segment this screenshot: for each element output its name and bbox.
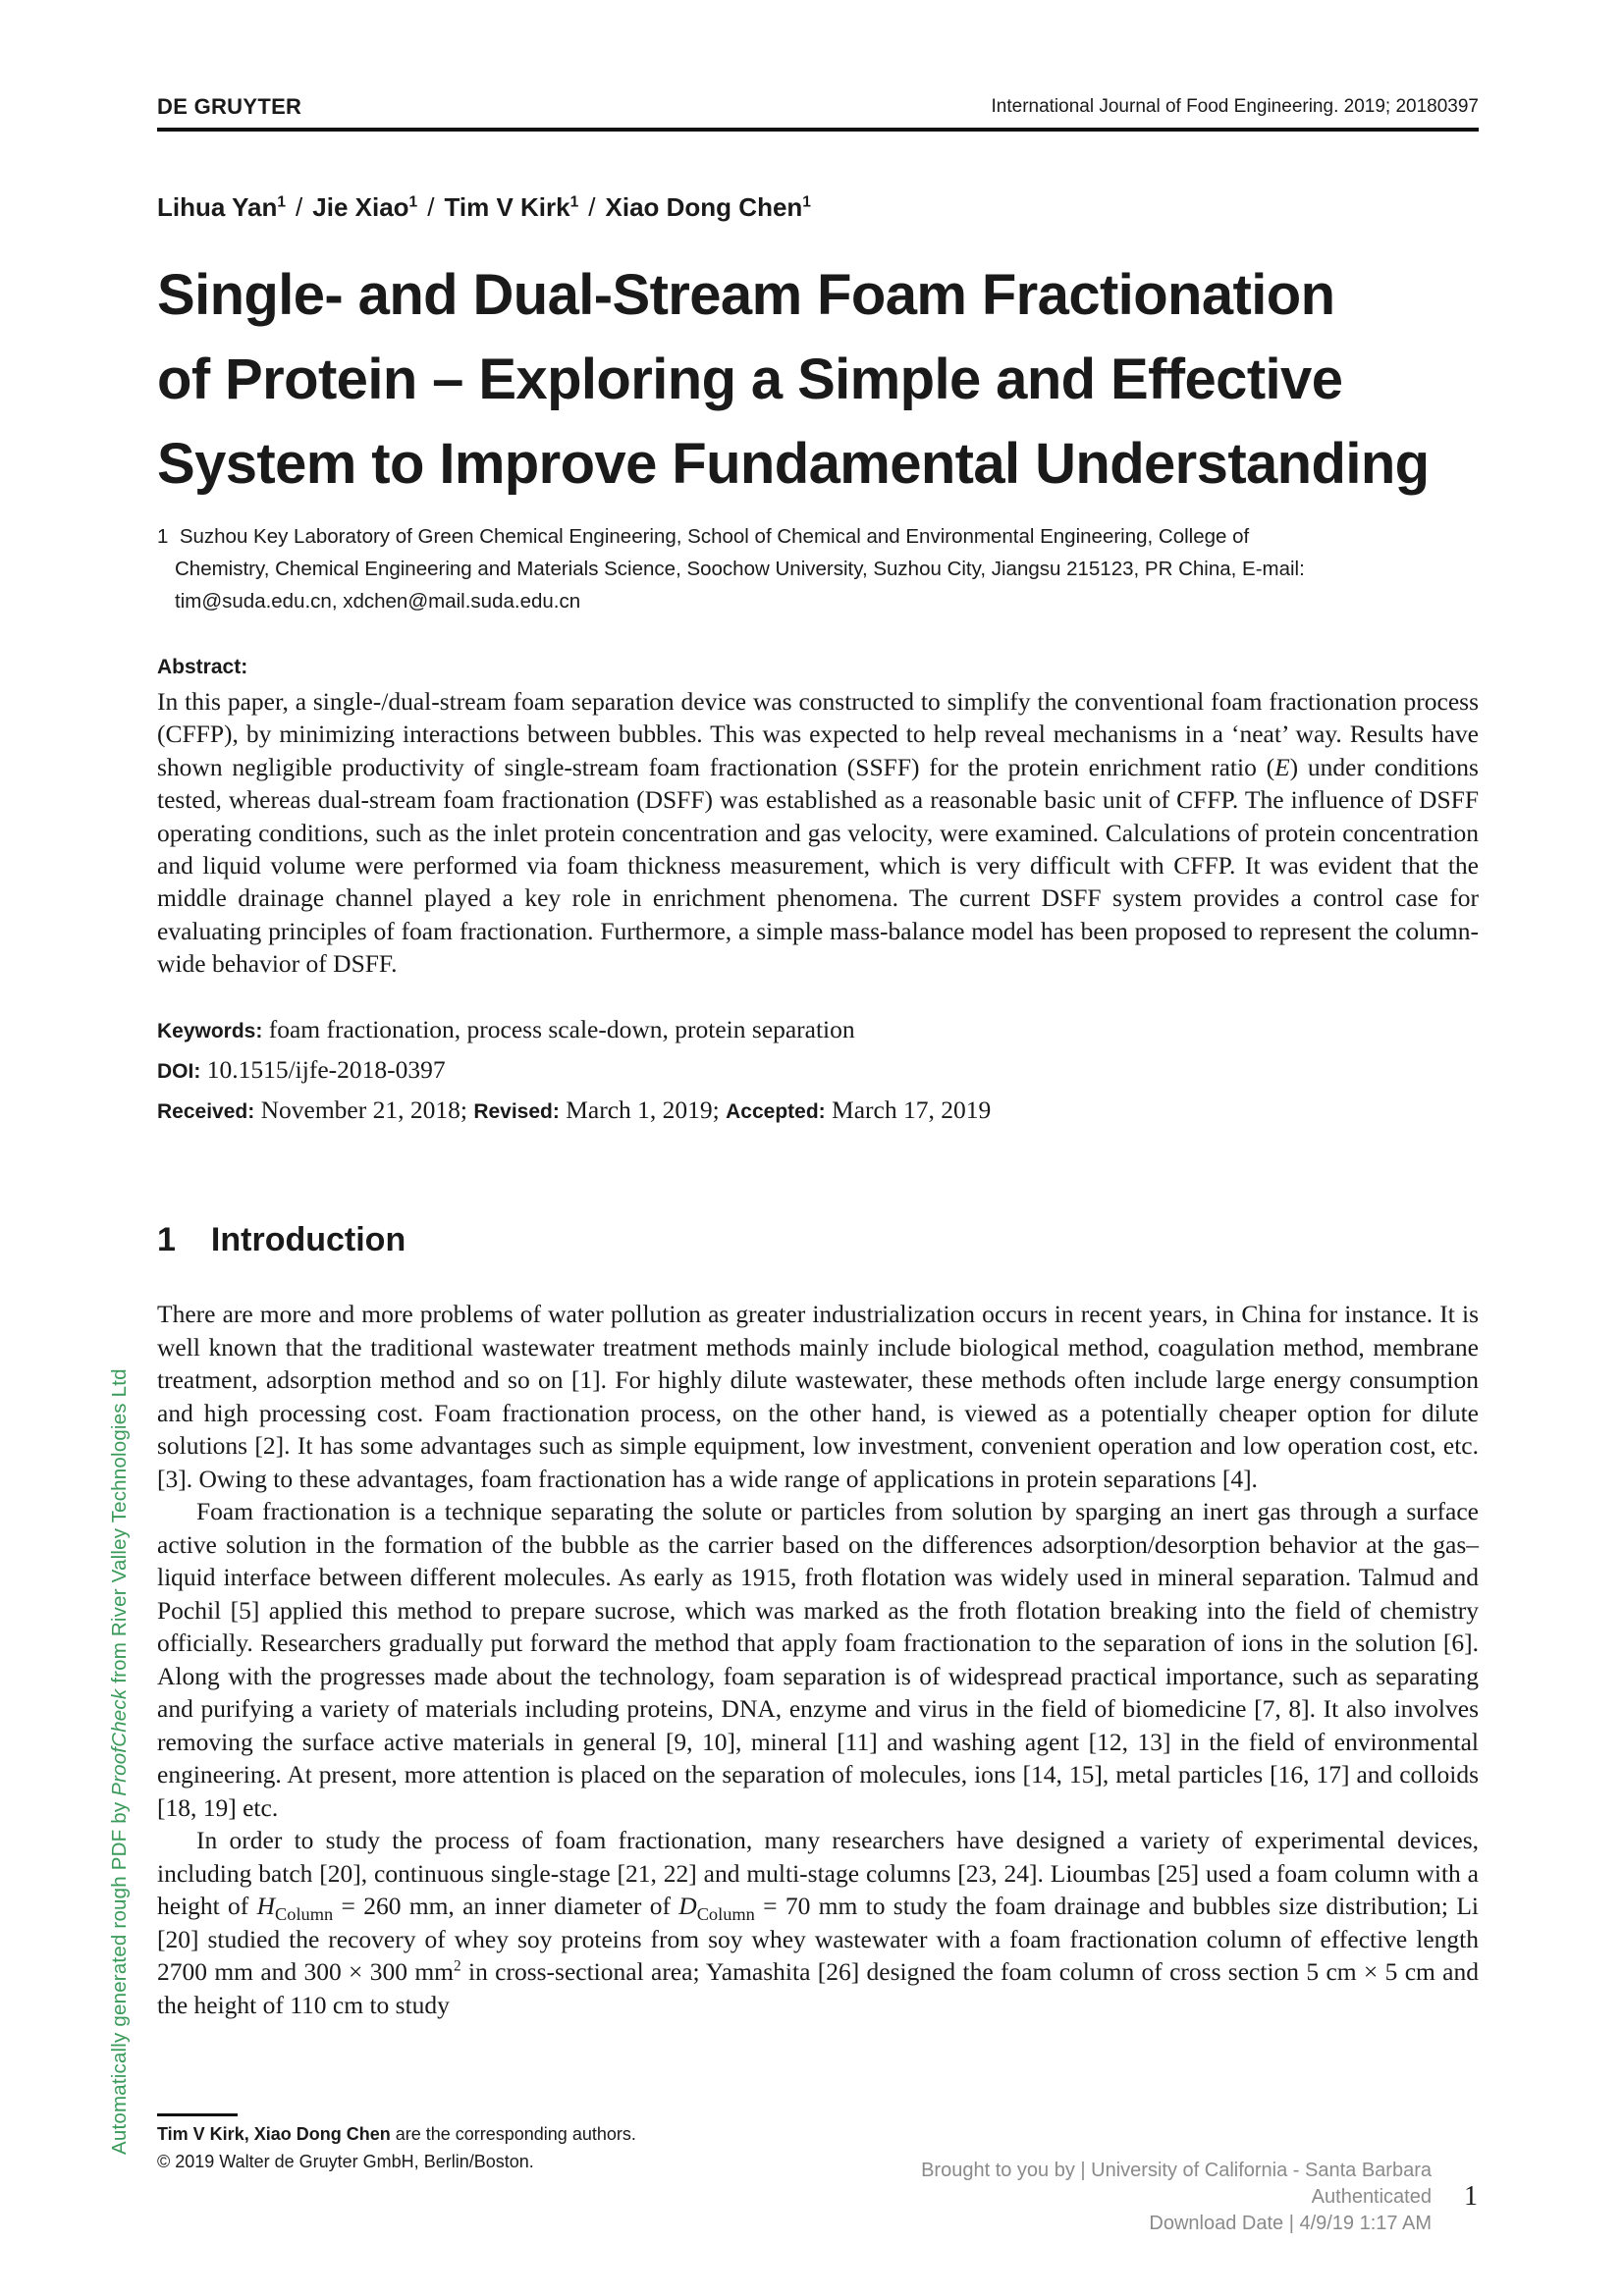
download-source: Brought to you by | University of California - Santa Barbara xyxy=(921,2160,1432,2181)
abstract-text-part: ) under conditions tested, whereas dual-stream foam fractionation (DSFF) was established as a reasonable basic unit of CFFP. The influence of DSFF operating conditions, such as the inlet protein concentration and gas velocity, were examined. Calculations of protein concentration and liquid volume were performed via foam thickness measurement, which is very difficult with CFFP. It was evident that the middle drainage channel played a key role in enrichment phenomena. The current DSFF system provides a control case for evaluating principles of foam fractionation. Furthermore, a simple mass-balance model has been proposed to represent the column-wide behavior of DSFF. xyxy=(157,752,1479,979)
author-separator: / xyxy=(296,192,303,222)
paragraph-part: In order to study the process of foam fractionation, many researchers have designed a variety of experimental devices, including batch [20], continuous single-stage [21, 22] and multi-stage columns [23, 24]. Lioumbas [25] used a foam column with a height of xyxy=(157,1826,1479,1920)
accepted-label: Accepted: xyxy=(726,1100,826,1123)
affiliation-marker: 1 xyxy=(569,193,579,211)
paragraph xyxy=(157,1824,1479,2021)
publisher-name: DE GRUYTER xyxy=(157,94,302,119)
affiliation-marker: 1 xyxy=(802,193,811,211)
keywords xyxy=(157,1015,1479,1044)
height-symbol: H xyxy=(256,1892,276,1920)
author-name: Tim V Kirk xyxy=(444,192,570,222)
journal-citation: International Journal of Food Engineering. 2019; 20180397 xyxy=(991,96,1479,117)
author-separator: / xyxy=(427,192,435,222)
page-number: 1 xyxy=(1464,2181,1478,2212)
download-stamp xyxy=(921,2158,1432,2237)
corresponding-authors: Tim V Kirk, Xiao Dong Chen xyxy=(157,2124,391,2144)
abstract-text xyxy=(157,685,1479,981)
affiliation-line xyxy=(157,520,1479,553)
accepted-date: March 17, 2019 xyxy=(832,1095,992,1124)
revised-label: Revised: xyxy=(473,1100,560,1123)
doi-value[interactable]: 10.1515/ijfe-2018-0397 xyxy=(206,1055,446,1084)
affiliation-text: Suzhou Key Laboratory of Green Chemical Engineering, School of Chemical and Environmental Engineering, College of xyxy=(179,525,1250,548)
title-line: System to Improve Fundamental Understanding xyxy=(157,432,1430,496)
doi xyxy=(157,1055,1479,1085)
watermark-brand: ProofCheck xyxy=(108,1688,131,1796)
page-header xyxy=(157,94,1479,132)
enrichment-ratio-symbol: E xyxy=(1274,752,1290,781)
height-subscript: Column xyxy=(275,1904,334,1925)
received-label: Received: xyxy=(157,1100,255,1123)
paragraph: There are more and more problems of water pollution as greater industrialization occurs in recent years, in China for instance. It is well known that the traditional wastewater treatment methods mainly include biological method, coagulation method, membrane treatment, adsorption method and so on [1]. For highly dilute wastewater, these methods often include large energy consumption and high processing cost. Foam fractionation process, on the other hand, is viewed as a potentially cheaper option for dilute solutions [2]. It has some advantages such as simple equipment, low investment, convenient operation and low operation cost, etc. [3]. Owing to these advantages, foam fractionation has a wide range of applications in protein separations [4]. xyxy=(157,1300,1479,1493)
watermark-text: Automatically generated rough PDF by xyxy=(108,1795,131,2155)
proofcheck-watermark xyxy=(108,1368,132,2155)
received-date: November 21, 2018; xyxy=(260,1095,467,1124)
paragraph-part: = 70 mm to study the foam drainage and bubbles size distribution; Li [20] studied the recovery of whey soy proteins from soy whey wastewater with a foam fractionation column of effective length 2700 mm and 300 × 300 mm xyxy=(157,1892,1479,1986)
author-name: Xiao Dong Chen xyxy=(605,192,803,222)
paragraph: Foam fractionation is a technique separating the solute or particles from solution by sparging an inert gas through a surface active solution in the formation of the bubble as the carrier based on the differences adsorption/desorption behavior at the gas–liquid interface between different molecules. As early as 1915, froth flotation was widely used in mineral separation. Talmud and Pochil [5] applied this method to prepare sucrose, which was marked as the froth flotation breaking into the field of chemistry officially. Researchers gradually put forward the method that apply foam fractionation to the separation of ions in the solution [6]. Along with the progresses made about the technology, foam separation is of widespread practical importance, such as separating and purifying a variety of materials including proteins, DNA, enzyme and virus in the field of biomedicine [7, 8]. It also involves removing the surface active materials in general [9, 10], mineral [11] and washing agent [12, 13] in the field of environmental engineering. At present, more attention is placed on the separation of molecules, ions [14, 15], metal particles [16, 17] and colloids [18, 19] etc. xyxy=(157,1497,1479,1822)
affiliation-marker: 1 xyxy=(277,193,287,211)
publication-dates xyxy=(157,1095,1479,1125)
download-date: Download Date | 4/9/19 1:17 AM xyxy=(1149,2213,1432,2234)
author-name: Jie Xiao xyxy=(312,192,409,222)
paragraph-part: = 260 mm, an inner diameter of xyxy=(333,1892,679,1920)
revised-date: March 1, 2019; xyxy=(566,1095,720,1124)
download-auth: Authenticated xyxy=(1311,2186,1432,2208)
paragraph-part: in cross-sectional area; Yamashita [26] designed the foam column of cross section 5 cm × 5 cm and the height of 110 cm to study xyxy=(157,1957,1479,2019)
doi-label: DOI: xyxy=(157,1060,201,1083)
affiliation-line: tim@suda.edu.cn, xdchen@mail.suda.edu.cn xyxy=(175,590,581,613)
abstract-heading: Abstract: xyxy=(157,656,248,678)
abstract-text-part: In this paper, a single-/dual-stream foam separation device was constructed to simplify the conventional foam fractionation process (CFFP), by minimizing interactions between bubbles. This was expected to help reveal mechanisms in a ‘neat’ way. Results have shown negligible productivity of single-stream foam fractionation (SSFF) for the protein enrichment ratio ( xyxy=(157,687,1479,781)
diameter-subscript: Column xyxy=(696,1904,755,1925)
author-name: Lihua Yan xyxy=(157,192,278,222)
affiliation-line: Chemistry, Chemical Engineering and Materials Science, Soochow University, Suzhou City, Jiangsu 215123, PR China, E-mail: xyxy=(175,558,1305,580)
section-title: Introduction xyxy=(210,1221,406,1258)
section-number: 1 xyxy=(157,1221,176,1258)
paper-title xyxy=(157,253,1492,507)
watermark-text: from River Valley Technologies Ltd xyxy=(108,1368,131,1689)
title-line: Single- and Dual-Stream Foam Fractionation xyxy=(157,263,1335,327)
affiliation-marker: 1 xyxy=(408,193,418,211)
affiliation-marker: 1 xyxy=(157,525,169,548)
body-text xyxy=(157,1298,1479,2021)
keywords-value: foam fractionation, process scale-down, protein separation xyxy=(268,1015,855,1043)
title-line: of Protein – Exploring a Simple and Effective xyxy=(157,347,1343,411)
author-list xyxy=(157,192,811,223)
footnote xyxy=(157,2120,636,2175)
footnote-rule xyxy=(157,2113,238,2116)
footnote-text: are the corresponding authors. xyxy=(390,2124,636,2144)
diameter-symbol: D xyxy=(678,1892,697,1920)
corresponding-authors-note xyxy=(157,2120,636,2148)
squared-superscript: 2 xyxy=(454,1957,461,1975)
keywords-label: Keywords: xyxy=(157,1020,263,1042)
section-heading xyxy=(157,1221,406,1259)
copyright-note: © 2019 Walter de Gruyter GmbH, Berlin/Boston. xyxy=(157,2152,534,2171)
author-separator: / xyxy=(588,192,596,222)
affiliation xyxy=(157,520,1479,617)
